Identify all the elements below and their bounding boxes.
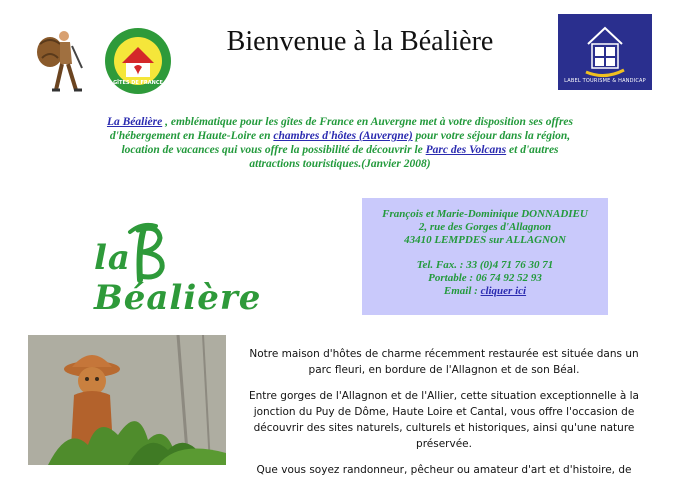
- contact-name: François et Marie-Dominique DONNADIEU: [382, 208, 588, 220]
- contact-address-2: 43410 LEMPDES sur ALLAGNON: [404, 234, 566, 246]
- description-paragraph-3: Que vous soyez randonneur, pêcheur ou amateur d'art et d'histoire, de: [256, 464, 632, 476]
- description: [240, 346, 648, 488]
- bealiere-logo: [92, 218, 310, 318]
- contact-email-label: Email :: [443, 285, 481, 297]
- email-link[interactable]: cliquer ici: [480, 285, 527, 297]
- bealiere-logo-text: la Béalière: [94, 238, 262, 318]
- contact-tel-fax: Tel. Fax. : 33 (0)4 71 76 30 71: [416, 259, 554, 271]
- gites-logo-text: GÎTES DE FRANCE: [113, 80, 163, 86]
- tourisme-handicap-logo[interactable]: [558, 14, 652, 90]
- intro-text-2: pour votre séjour dans la région, location de vacances qui vous offre la possibilité de découvrir le: [121, 130, 571, 156]
- contact-box: [362, 198, 608, 315]
- handicap-label-text: LABEL TOURISME & HANDICAP: [564, 78, 646, 84]
- garden-photo: [28, 335, 226, 465]
- intro-text-1: , emblématique pour les gîtes de France en Auvergne met à votre disposition ses offres d'hébergement en Haute-Loire en: [109, 116, 574, 142]
- gites-de-france-logo[interactable]: [104, 27, 172, 97]
- contact-mobile: Portable : 06 74 92 52 93: [428, 272, 542, 284]
- link-parc-volcans[interactable]: Parc des Volcans: [425, 144, 507, 156]
- hiker-logo: [30, 28, 88, 96]
- intro-text-3: et d'autres attractions touristiques.(Janvier 2008): [249, 144, 559, 170]
- contact-email-row: [362, 285, 608, 298]
- description-paragraph-1: Notre maison d'hôtes de charme récemment restaurée est située dans un parc fleuri, en bordure de l'Allagnon et de son Béal.: [249, 348, 639, 376]
- page-title: Bienvenue à la Béalière: [226, 26, 494, 57]
- intro-paragraph: [100, 115, 580, 171]
- description-paragraph-2: Entre gorges de l'Allagnon et de l'Allier, cette situation exceptionnelle à la jonction du Puy de Dôme, Haute Loire et Cantal, vous offre l'occasion de découvrir des sites naturels, culturels et historiques, ainsi qu'une nature préservée.: [249, 390, 639, 450]
- contact-address-1: 2, rue des Gorges d'Allagnon: [418, 221, 552, 233]
- link-chambres-hotes[interactable]: chambres d'hôtes (Auvergne): [273, 130, 413, 142]
- link-bealiere[interactable]: La Béalière: [106, 116, 163, 128]
